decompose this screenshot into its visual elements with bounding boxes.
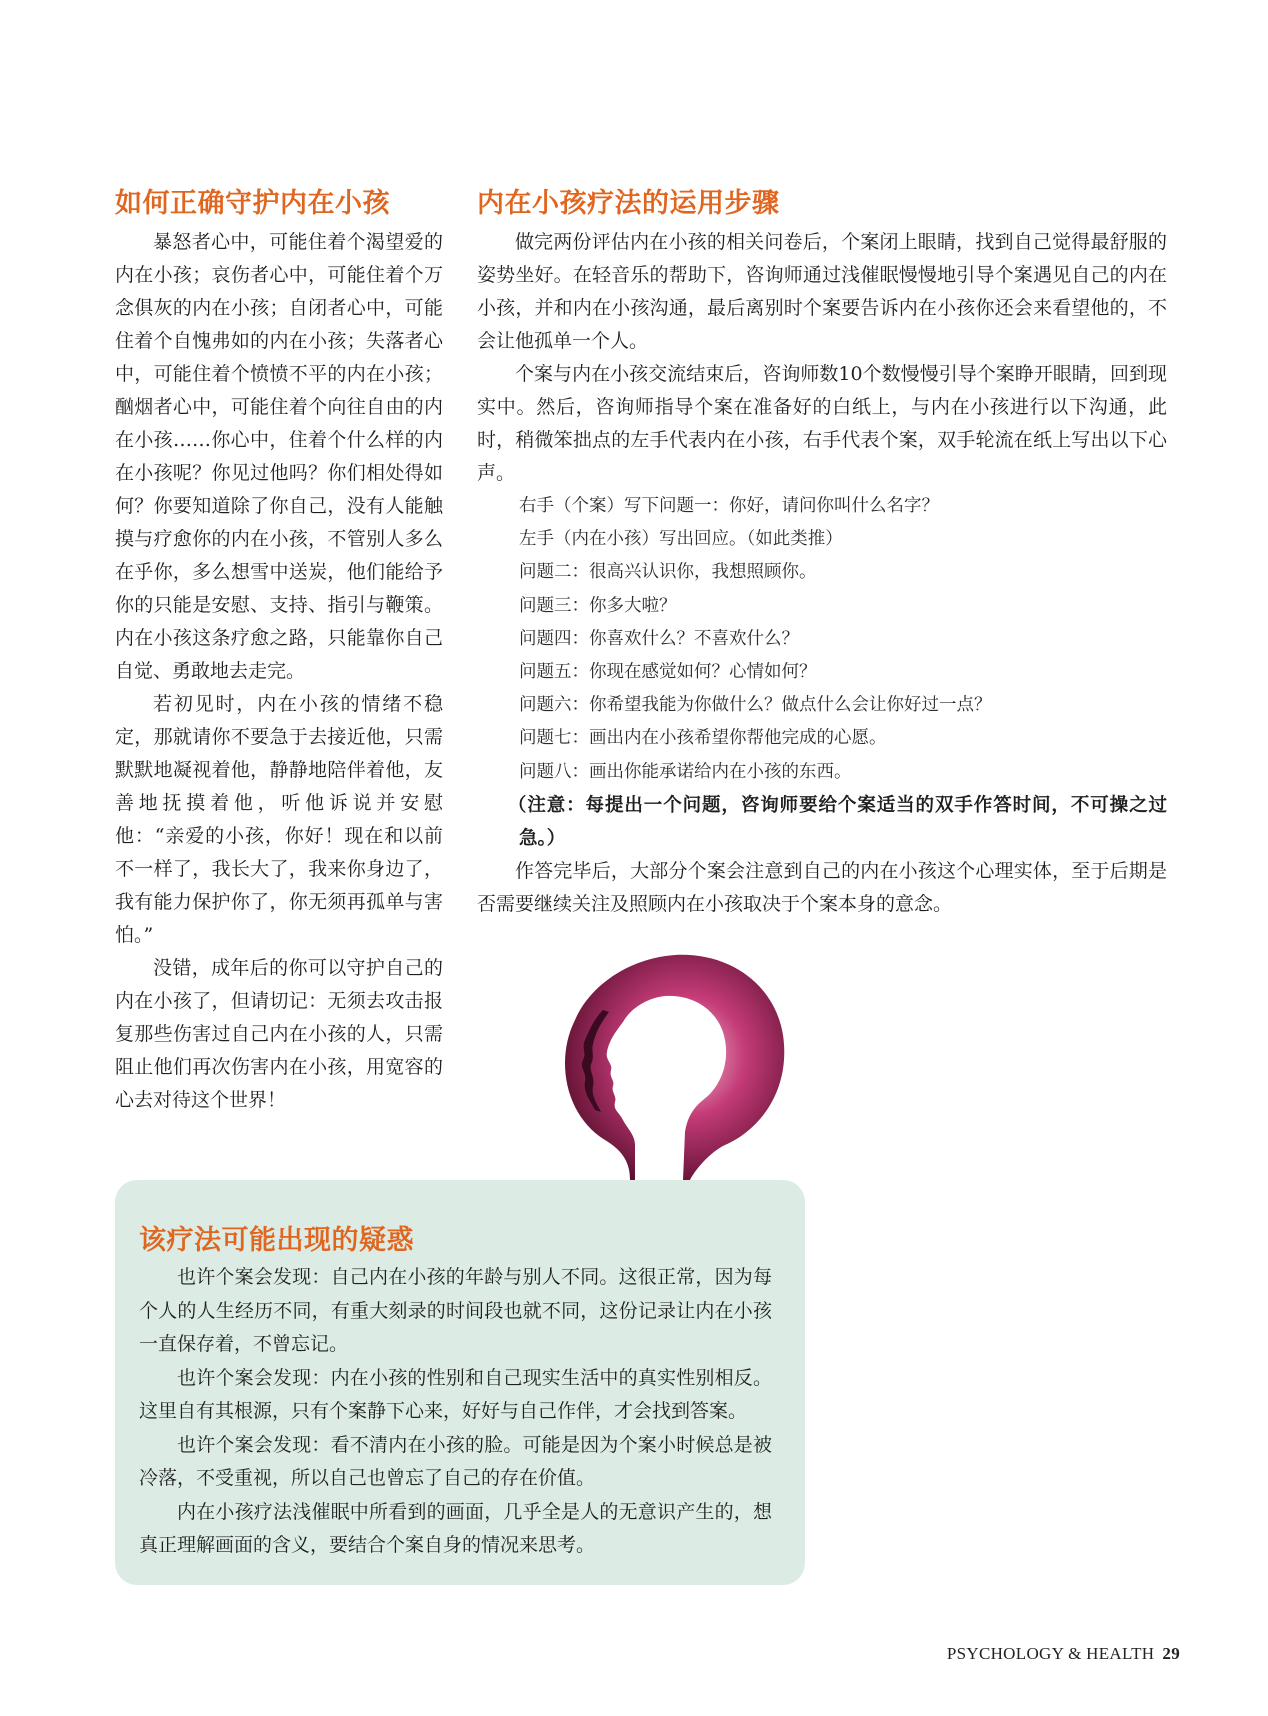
box-paragraph: 也许个案会发现：看不清内在小孩的脸。可能是因为个案小时候总是被冷落，不受重视，所以自己也曾忘了自己的存在价值。 [139, 1433, 772, 1489]
question-line: 问题六：你希望我能为你做什么？做点什么会让你好过一点？ [519, 695, 992, 716]
box-heading: 该疗法可能出现的疑惑 [139, 1225, 414, 1256]
page-footer [947, 1644, 1180, 1664]
question-line: 问题三：你多大啦？ [519, 595, 677, 616]
question-line: 问题二：很高兴认识你，我想照顾你。 [519, 562, 817, 583]
box-paragraph: 内在小孩疗法浅催眠中所看到的画面，几乎全是人的无意识产生的，想真正理解画面的含义，要结合个案自身的情况来思考。 [139, 1500, 772, 1556]
question-line: 问题七：画出内在小孩希望你帮他完成的心愿。 [519, 728, 887, 749]
question-line: 左手（内在小孩）写出回应。（如此类推） [519, 529, 843, 550]
question-line: 问题八：画出你能承诺给内在小孩的东西。 [519, 761, 852, 782]
question-list [477, 490, 1167, 789]
page-number: 29 [1162, 1644, 1180, 1663]
left-column [115, 186, 443, 1117]
right-closing-paragraph: 作答完毕后，大部分个案会注意到自己的内在小孩这个心理实体，至于后期是否需要继续关注及照顾内在小孩取决于个案本身的意念。 [477, 859, 1167, 915]
box-paragraph: 也许个案会发现：内在小孩的性别和自己现实生活中的真实性别相反。这里自有其根源，只有个案静下心来，好好与自己作伴，才会找到答案。 [139, 1366, 772, 1422]
magazine-name: PSYCHOLOGY & HEALTH [946, 1644, 1155, 1663]
faq-callout-box [115, 1180, 805, 1585]
right-column [477, 186, 1167, 921]
head-silhouette-illustration [535, 940, 805, 1180]
right-paragraph: 做完两份评估内在小孩的相关问卷后，个案闭上眼睛，找到自己觉得最舒服的姿势坐好。在轻音乐的帮助下，咨询师通过浅催眠慢慢地引导个案遇见自己的内在小孩，并和内在小孩沟通，最后离别时个案要告诉内在小孩你还会来看望他的，不会让他孤单一个人。 [477, 231, 1167, 352]
note-text: （注意：每提出一个问题，咨询师要给个案适当的双手作答时间，不可操之过急。） [507, 794, 1167, 849]
question-line: 问题四：你喜欢什么？不喜欢什么？ [519, 628, 799, 649]
question-line: 问题五：你现在感觉如何？心情如何？ [519, 662, 817, 683]
left-paragraph: 暴怒者心中，可能住着个渴望爱的内在小孩；哀伤者心中，可能住着个万念俱灰的内在小孩；自闭者心中，可能住着个自愧弗如的内在小孩；失落者心中，可能住着个愤愤不平的内在小孩；酗烟者心中，可能住着个向往自由的内在小孩……你心中，住着个什么样的内在小孩呢？你见过他吗？你们相处得如何？你要知道除了你自己，没有人能触摸与疗愈你的内在小孩，不管别人多么在乎你，多么想雪中送炭，他们能给予你的只能是安慰、支持、指引与鞭策。内在小孩这条疗愈之路，只能靠你自己自觉、勇敢地去走完。 [115, 231, 443, 682]
question-line: 右手（个案）写下问题一：你好，请问你叫什么名字？ [519, 496, 939, 516]
right-section-heading: 内在小孩疗法的运用步骤 [477, 188, 780, 219]
left-section-heading: 如何正确守护内在小孩 [115, 188, 390, 219]
box-paragraph: 也许个案会发现：自己内在小孩的年龄与别人不同。这很正常，因为每个人的人生经历不同，有重大刻录的时间段也就不同，这份记录让内在小孩一直保存着，不曾忘记。 [139, 1266, 772, 1355]
left-paragraph: 若初见时，内在小孩的情绪不稳定，那就请你不要急于去接近他，只需默默地凝视着他，静静地陪伴着他，友善地抚摸着他，听他诉说并安慰他：“亲爱的小孩，你好！现在和以前不一样了，我长大了，我来你身边了，我有能力保护你了，你无须再孤单与害怕。” [115, 693, 443, 946]
left-paragraph: 没错，成年后的你可以守护自己的内在小孩了，但请切记：无须去攻击报复那些伤害过自己内在小孩的人，只需阻止他们再次伤害内在小孩，用宽容的心去对待这个世界！ [115, 957, 443, 1111]
right-paragraph: 个案与内在小孩交流结束后，咨询师数10个数慢慢引导个案睁开眼睛，回到现实中。然后，咨询师指导个案在准备好的白纸上，与内在小孩进行以下沟通，此时，稍微笨拙点的左手代表内在小孩，右手代表个案，双手轮流在纸上写出以下心声。 [477, 363, 1167, 484]
